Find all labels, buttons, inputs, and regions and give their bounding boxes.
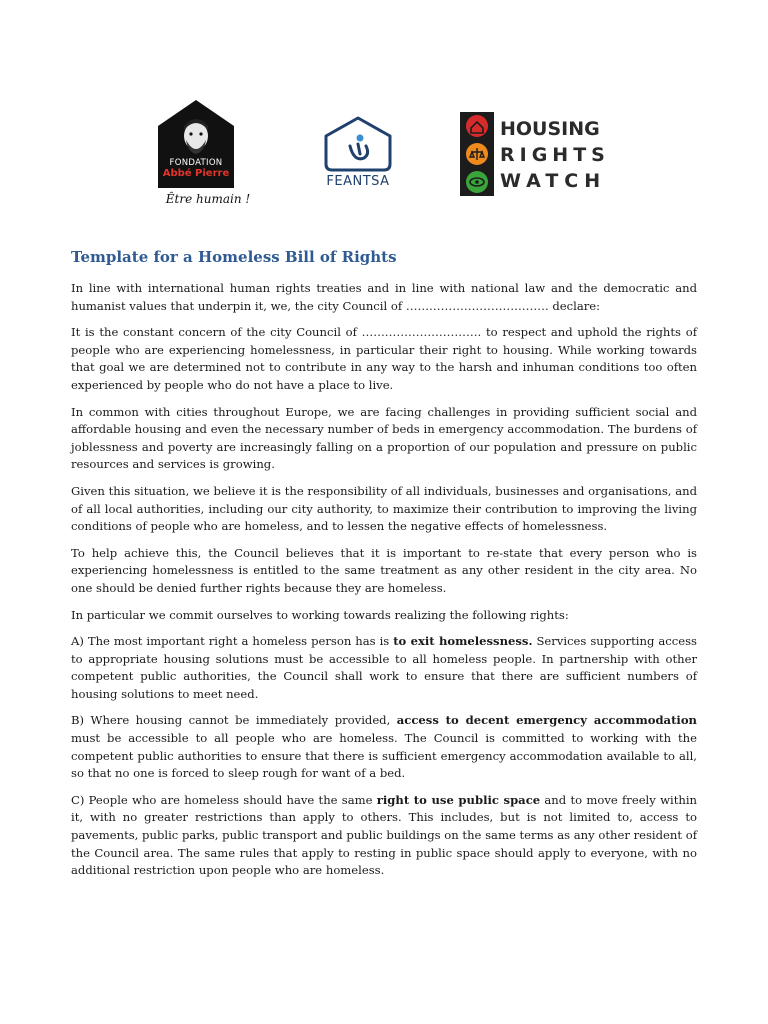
right-b-pre: B) Where housing cannot be immediately provided,	[71, 713, 397, 728]
right-b-post: must be accessible to all people who are homeless. The Council is committed to working with the competent public authorities to ensure that there is sufficient emergency accommodation available to all, so that no one is forced to sleep rough for want of a bed.	[71, 731, 697, 781]
right-c-post: and to move freely within it, with no greater restrictions than apply to others. This includes, but is not limited to, access to pavements, public parks, public transport and public buildings on the same terms as any other resident of the Council area. The same rules that apply to resting in public space should apply to everyone, with no additional restriction upon people who are homeless.	[71, 792, 698, 878]
right-a-pre: A) The most important right a homeless person has is	[71, 634, 394, 649]
document-body	[71, 248, 697, 889]
paragraph-concern: It is the constant concern of the city Council of …………………………. to respect and uphold the rights of people who are experiencing homelessness, in particular their right to housing. While working towards that goal we are determined not to contribute in any way to the harsh and inhuman conditions too often experienced by people who do not have a place to live.	[71, 325, 697, 392]
right-a	[71, 633, 697, 703]
right-a-bold: to exit homelessness.	[393, 634, 533, 649]
right-c-pre: C) People who are homeless should have the same	[71, 792, 377, 807]
logo-bar	[0, 100, 768, 215]
right-a-post: Services supporting access to appropriate housing solutions must be accessible to all homeless people. In partnership with other competent public authorities, the Council shall work to ensure that there are sufficient numbers of housing solutions to meet need.	[71, 634, 697, 701]
hrw-line-watch: WATCH	[500, 170, 607, 192]
paragraph-responsibility: Given this situation, we believe it is the responsibility of all individuals, businesses and organisations, and of all local authorities, including our city authority, to maximize their contribution to improving the living conditions of people who are homeless, and to lessen the negative effects of homelessness.	[71, 483, 697, 534]
fondation-abbe-pierre-logo	[158, 100, 258, 206]
feantsa-house-icon	[316, 114, 400, 172]
feantsa-label: FEANTSA	[326, 174, 390, 189]
feantsa-logo	[316, 114, 400, 189]
right-c-bold: right to use public space	[376, 792, 541, 807]
fondation-tagline: Être humain !	[165, 192, 251, 206]
right-c	[71, 792, 697, 880]
hrw-line-housing: HOUSING	[500, 118, 600, 140]
fondation-label: FONDATION	[169, 158, 223, 168]
paragraph-intro: In line with international human rights treaties and in line with national law and the democratic and humanist values that underpin it, we, the city Council of ………………………………. declare:	[71, 281, 697, 313]
right-b	[71, 712, 697, 782]
traffic-light-icon	[460, 112, 494, 196]
hrw-line-rights: RIGHTS	[500, 144, 610, 166]
paragraph-challenges: In common with cities throughout Europe, we are facing challenges in providing sufficient social and affordable housing and even the necessary number of beds in emergency accommodation. The burdens of joblessness and poverty are increasingly falling on a proportion of our population and pressure on public resources and services is growing.	[71, 404, 697, 472]
paragraph-commitment: In particular we commit ourselves to working towards realizing the following rights:	[71, 607, 569, 622]
right-b-bold: access to decent emergency accommodation	[396, 713, 697, 728]
abbe-pierre-label: Abbé Pierre	[162, 168, 230, 179]
housing-rights-watch-logo	[460, 112, 620, 200]
page-title: Template for a Homeless Bill of Rights	[71, 248, 397, 266]
paragraph-restate: To help achieve this, the Council believes that it is important to re-state that every person who is experiencing homelessness is entitled to the same treatment as any other resident in the city area. No one should be denied further rights because they are homeless.	[71, 545, 697, 595]
